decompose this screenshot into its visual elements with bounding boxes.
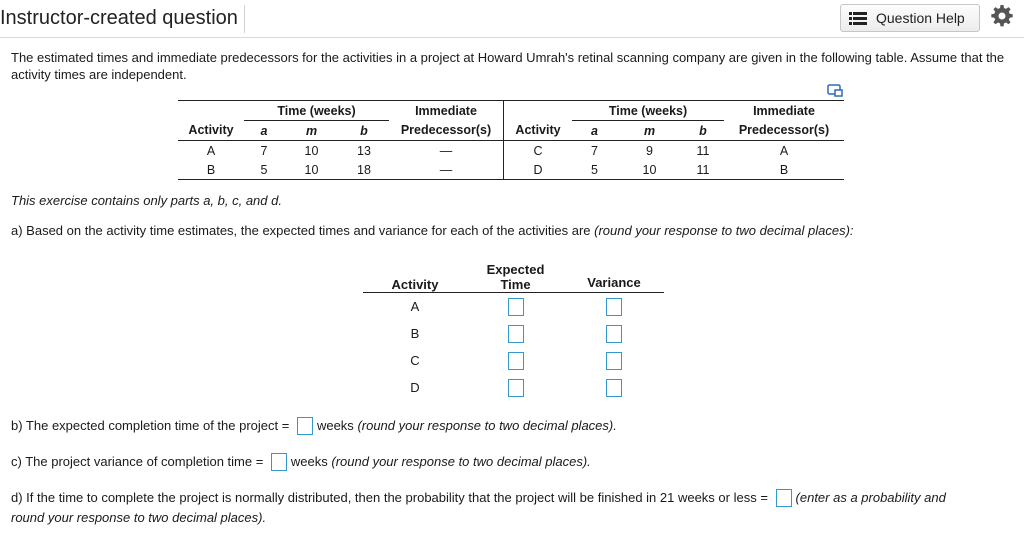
activity-cell: A (206, 143, 216, 158)
a-cell: 7 (260, 143, 268, 158)
part-b-text: b) The expected completion time of the project = weeks (round your response to two decimal places). (11, 418, 617, 433)
activity-cell: D (533, 162, 543, 177)
question-intro: The estimated times and immediate predecessors for the activities in a project at Howard Umrah's retinal scanning company are given in the following table. Assume that the activity times are independent. (11, 50, 1005, 82)
list-icon (849, 12, 867, 26)
m-cell: 9 (646, 143, 653, 158)
b-cell: 11 (696, 162, 710, 177)
header-divider (0, 37, 1024, 38)
completion-time-input[interactable] (297, 417, 313, 435)
expected-time-input-a[interactable] (508, 298, 524, 316)
activity-data-table (178, 100, 844, 180)
time-weeks-header: Time (weeks) (572, 101, 724, 121)
predecessor-cell: — (389, 160, 504, 180)
predecessor-col-header: Predecessor(s) (389, 121, 504, 141)
header-bar (0, 0, 1024, 38)
time-weeks-header: Time (weeks) (244, 101, 389, 121)
b-cell: 13 (357, 143, 371, 158)
question-help-button[interactable] (840, 4, 980, 32)
table-row (363, 320, 664, 347)
variance-input-a[interactable] (606, 298, 622, 316)
part-d-text: d) If the time to complete the project is normally distributed, then the probability that the project will be finished in 21 weeks or less = (enter as a probability and (11, 490, 946, 505)
a-cell: 7 (591, 143, 598, 158)
expected-time-col-header: Expected Time (486, 262, 545, 292)
table-row (178, 141, 844, 161)
a-cell: 5 (591, 162, 598, 177)
activity-col-header: Activity (391, 277, 439, 292)
predecessor-cell: B (779, 162, 789, 177)
activity-cell: B (410, 326, 420, 341)
table-row (363, 374, 664, 401)
b-cell: 11 (696, 143, 710, 158)
expected-time-input-d[interactable] (508, 379, 524, 397)
probability-input[interactable] (776, 489, 792, 507)
expected-time-input-b[interactable] (508, 325, 524, 343)
activity-cell: C (410, 353, 420, 368)
a-cell: 5 (260, 162, 268, 177)
page-title: Instructor-created question (0, 5, 245, 33)
part-d-hint-continued: round your response to two decimal places). (11, 510, 267, 525)
completion-variance-input[interactable] (271, 453, 287, 471)
part-a-text: a) Based on the activity time estimates, the expected times and variance for each of the activities are (round your response to two decimal places): (11, 223, 854, 238)
activity-cell: B (206, 162, 216, 177)
a-col-header: a (591, 123, 598, 138)
variance-input-c[interactable] (606, 352, 622, 370)
b-col-header: b (360, 123, 368, 138)
b-col-header: b (699, 123, 707, 138)
parts-note: This exercise contains only parts a, b, c, and d. (11, 193, 282, 208)
table-row (363, 293, 664, 321)
variance-input-d[interactable] (606, 379, 622, 397)
m-cell: 10 (304, 162, 319, 177)
activity-cell: D (410, 380, 420, 395)
b-cell: 18 (357, 162, 371, 177)
immediate-header: Immediate (753, 103, 815, 118)
predecessor-cell: A (779, 143, 789, 158)
m-col-header: m (643, 123, 656, 138)
m-col-header: m (305, 123, 318, 138)
table-row (363, 347, 664, 374)
part-c-text: c) The project variance of completion time = weeks (round your response to two decimal places). (11, 454, 591, 469)
expected-time-variance-table (363, 256, 664, 401)
expected-time-input-c[interactable] (508, 352, 524, 370)
immediate-header: Immediate (389, 101, 504, 121)
variance-col-header: Variance (587, 275, 641, 290)
activity-col-header: Activity (515, 123, 561, 138)
predecessor-col-header: Predecessor(s) (738, 123, 830, 138)
a-col-header: a (260, 123, 268, 138)
activity-cell: A (410, 299, 420, 314)
print-icon[interactable] (827, 84, 843, 97)
variance-input-b[interactable] (606, 325, 622, 343)
question-help-label: Question Help (876, 10, 965, 26)
activity-cell: C (533, 143, 543, 158)
m-cell: 10 (642, 162, 657, 177)
activity-col-header: Activity (188, 123, 234, 138)
m-cell: 10 (304, 143, 319, 158)
predecessor-cell: — (389, 141, 504, 161)
gear-icon[interactable] (990, 4, 1014, 28)
table-row (178, 160, 844, 180)
